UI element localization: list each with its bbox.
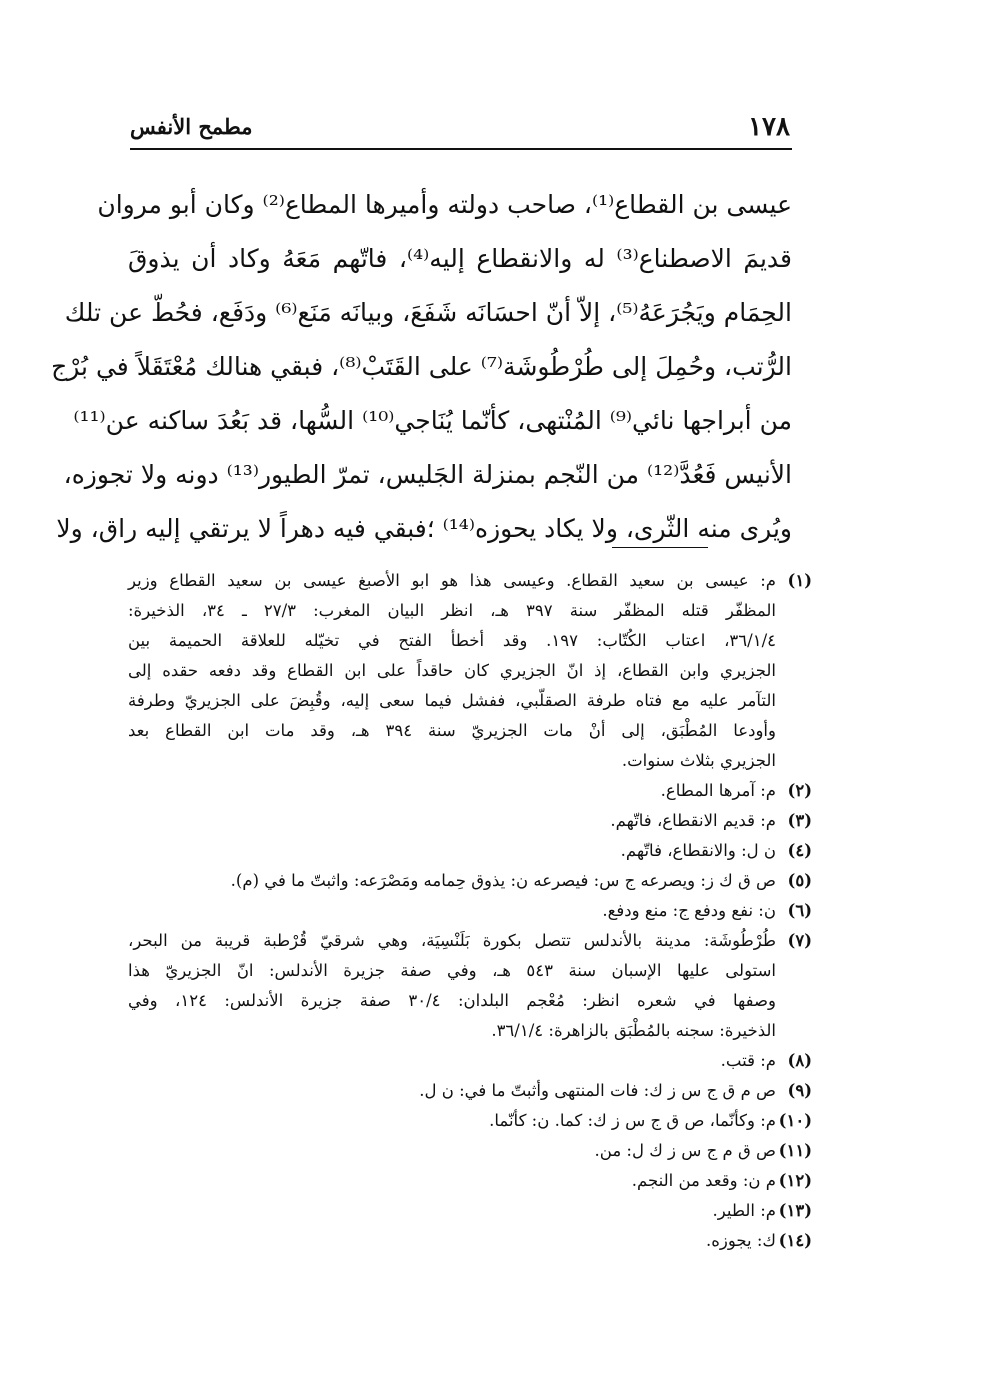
footnote [128, 1226, 812, 1256]
footnote-text [128, 1166, 776, 1196]
footnote-line: التآمر عليه مع فتاه طرفة الصقلّبي، ففشل فيما سعى إليه، وقُبِضَ على الجزيريّ وطرفة [128, 691, 776, 710]
footnote-line: ص ق ك ز: ويصرعه ج س: فيصرعه ن: يذوق حِمامه ومَصْرَعه: واثبتّ ما في (م). [230, 871, 776, 890]
body-line: الأنيس فَعُدَّ⁽¹²⁾ من النّجم بمنزلة الجَليس، تمرّ الطيور⁽¹³⁾ دونه ولا تجوزه، [63, 460, 792, 489]
footnote-text [128, 896, 776, 926]
footnote-line: ص ق م ج س ز ك ل: من. [594, 1141, 776, 1160]
footnote-number: (٥) [787, 871, 812, 890]
footnote-number: (٧) [787, 931, 812, 950]
footnote-text [128, 1226, 776, 1256]
footnote [128, 806, 812, 836]
footnote-number: (٢) [787, 781, 812, 800]
body-line: من أبراجها نائي⁽⁹⁾ المُنْتهى، كأنّما يُنَاجي⁽¹⁰⁾ السُّها، قد بَعُدَ ساكنه عن⁽¹¹⁾ [73, 406, 792, 435]
footnote-separator [612, 547, 708, 548]
footnote [128, 1136, 812, 1166]
footnote-line: ن: نفع ودفع ج: منع ودفع. [602, 901, 776, 920]
footnote [128, 1076, 812, 1106]
header-rule [130, 148, 792, 150]
footnote-line: م: قديم الانقطاع، فاتّهم. [610, 811, 776, 830]
footnote [128, 896, 812, 926]
footnote-number: (١٠) [778, 1111, 812, 1130]
footnote-line: وأودعا المُطْبَق، إلى أنْ مات الجزيريّ سنة ٣٩٤ هـ، وقد مات ابن القطاع بعد [128, 721, 776, 740]
footnote-line: م ن: وقعد من النجم. [631, 1171, 776, 1190]
footnote-text [128, 1136, 776, 1166]
footnote-line: م: الطير. [712, 1201, 776, 1220]
footnote [128, 1166, 812, 1196]
footnote-text [128, 866, 776, 896]
footnote-number: (٣) [787, 811, 812, 830]
footnote [128, 566, 812, 776]
body-line: الحِمَام ويَجُرَعَهُ⁽⁵⁾، إلاّ أنّ احسَانَه شَفَعَ، وبيانَه مَنَع⁽⁶⁾ ودَفَع، فحُطّ عن تلك [64, 298, 792, 327]
footnote-line: م: قتب. [720, 1051, 776, 1070]
footnote-line: ٣٦/١/٤، اعتاب الكُتّاب: ١٩٧. وقد أخطأ الفتح في تخيّله للعلاقة الحميمة بين [128, 631, 776, 650]
footnote-number: (١) [787, 571, 812, 590]
footnote-text [128, 1106, 776, 1136]
footnote-line: الجزيري وابن القطاع، إذ انّ الجزيري كان حاقداً على ابن القطاع وقد دفعه حقده إلى [128, 661, 776, 680]
footnotes [128, 566, 812, 1256]
footnote-line: ص م ق ج س ز ك: فات المنتهى وأثبتّ ما في: ن ل. [419, 1081, 776, 1100]
body-text [51, 178, 792, 556]
footnote-text [128, 1046, 776, 1076]
footnote-line: م: وكأنّما، ص ق ج س ز ك: كما. ن: كأنّما. [489, 1111, 776, 1130]
running-header [130, 112, 790, 148]
book-title: مطمح الأنفس [130, 114, 253, 139]
footnote-number: (١١) [778, 1141, 812, 1160]
footnote-line: استولى عليها الإسبان سنة ٥٤٣ هـ، وفي صفة جزيرة الأندلس: انّ الجزيريّ هذا [128, 961, 776, 980]
footnote-number: (٩) [787, 1081, 812, 1100]
footnote [128, 926, 812, 1046]
footnote-number: (٤) [787, 841, 812, 860]
footnote-text [128, 806, 776, 836]
footnote-line: ك: يجوزه. [705, 1231, 776, 1250]
footnote [128, 836, 812, 866]
footnote-line: م: آمرها المطاع. [660, 781, 776, 800]
footnote [128, 1106, 812, 1136]
footnote-line: م: عيسى بن سعيد القطاع. وعيسى هذا هو ابو الأصبغ عيسى بن سعيد القطاع وزير [128, 571, 776, 590]
footnote-text [128, 776, 776, 806]
footnote-line: وصفها في شعره انظر: مُعْجم البلدان: ٣٠/٤ صفة جزيرة الأندلس: ١٢٤، وفي [128, 991, 776, 1010]
page-number: ١٧٨ [748, 112, 790, 142]
footnote-line: الجزيري بثلاث سنوات. [621, 751, 776, 770]
footnote-number: (٦) [787, 901, 812, 920]
footnote-line: ن ل: والانقطاع، فاتّهم. [620, 841, 776, 860]
body-line: ويُرى منه الثّرى، ولا يكاد يحوزه⁽¹⁴⁾ ؛فبقي فيه دهراً لا يرتقي إليه راق، ولا [56, 514, 792, 543]
footnote [128, 1196, 812, 1226]
footnote [128, 1046, 812, 1076]
footnote-number: (١٤) [778, 1231, 812, 1250]
footnote-number: (١٣) [778, 1201, 812, 1220]
footnote-line: الذخيرة: سجنه بالمُطْبَق بالزاهرة: ٣٦/١/٤. [491, 1021, 776, 1040]
footnote-text [128, 566, 776, 776]
body-line: قديمَ الاصطناع⁽³⁾ له والانقطاع إليه⁽⁴⁾، فاتّهم مَعَهُ وكاد أن يذوقَ [128, 244, 792, 273]
footnote-line: المظفّر قتله المظفّر سنة ٣٩٧ هـ، انظر البيان المغرب: ٢٧/٣ ـ ٣٤، الذخيرة: [128, 601, 776, 620]
footnote-text [128, 1076, 776, 1106]
body-line: عيسى بن القطاع⁽¹⁾، صاحب دولته وأميرها المطاع⁽²⁾ وكان أبو مروان [97, 190, 792, 219]
footnote [128, 776, 812, 806]
footnote [128, 866, 812, 896]
footnote-line: طُرْطُوشَة: مدينة بالأندلس تتصل بكورة بَلَنْسِيَة، وهي شرقيّ قُرْطبة قريبة من البحر، [128, 931, 776, 950]
footnote-text [128, 836, 776, 866]
footnote-number: (١٢) [778, 1171, 812, 1190]
footnote-text [128, 1196, 776, 1226]
footnote-number: (٨) [787, 1051, 812, 1070]
body-line: الرُّتب، وحُمِلَ إلى طُرْطُوشَة⁽⁷⁾ على القَتَبْ⁽⁸⁾، فبقي هنالك مُعْتَقَلاً في بُرْج [51, 352, 792, 381]
footnote-text [128, 926, 776, 1046]
